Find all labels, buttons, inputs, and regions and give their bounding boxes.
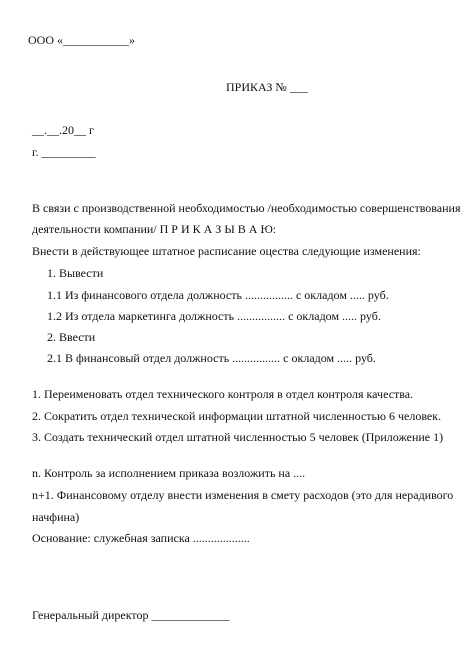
finance-line-1: n+1. Финансовому отделу внести изменения в смету расходов (это для нерадивого xyxy=(32,488,454,502)
numbered-item-1: 1. Переименовать отдел технического контроля в отдел контроля качества. xyxy=(32,387,414,401)
item-1-1: 1.1 Из финансового отдела должность ................ с окладом ..... руб. xyxy=(47,288,389,302)
date-line: __.__.20__ г xyxy=(32,123,94,137)
organization-line: ООО «___________» xyxy=(28,33,135,47)
order-title: ПРИКАЗ № ___ xyxy=(226,80,308,94)
preamble-line-3: Внести в действующее штатное расписание оцества следующие изменения: xyxy=(32,244,421,258)
item-1-2: 1.2 Из отдела маркетинга должность ................ с окладом ..... руб. xyxy=(47,309,381,323)
city-line: г. _________ xyxy=(32,145,96,159)
item-2-1: 2.1 В финансовый отдел должность ................ с окладом ..... руб. xyxy=(47,351,376,365)
item-2-heading: 2. Ввести xyxy=(47,330,96,344)
basis-line: Основание: служебная записка ................... xyxy=(32,531,250,545)
item-1-heading: 1. Вывести xyxy=(47,266,104,280)
numbered-item-2: 2. Сократить отдел технической информации штатной численностью 6 человек. xyxy=(32,409,442,423)
preamble-line-2: деятельности компании/ П Р И К А З Ы В А Ю: xyxy=(32,222,277,236)
signature-line: Генеральный директор _____________ xyxy=(32,608,230,622)
finance-line-2: начфина) xyxy=(32,510,80,524)
control-line: n. Контроль за исполнением приказа возложить на .... xyxy=(32,466,306,480)
numbered-item-3: 3. Создать технический отдел штатной численностью 5 человек (Приложение 1) xyxy=(32,430,444,444)
preamble-line-1: В связи с производственной необходимостью /необходимостью совершенствования xyxy=(32,201,461,215)
